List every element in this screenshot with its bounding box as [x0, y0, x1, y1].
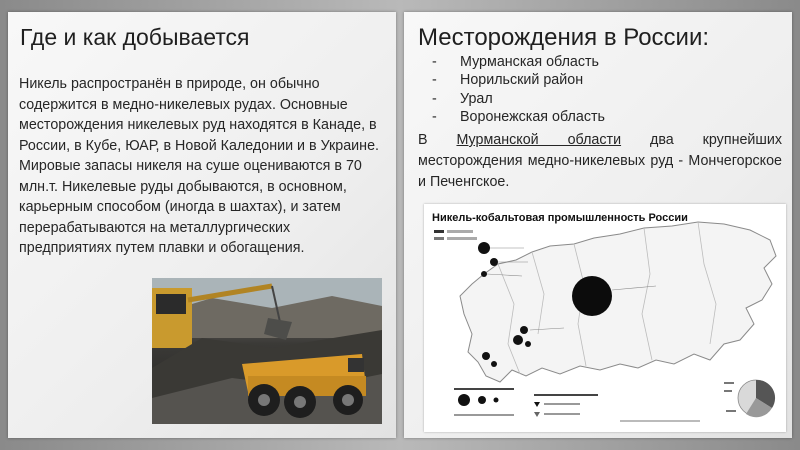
left-panel: [8, 12, 396, 438]
russia-map-illustration: [424, 204, 786, 432]
para-rest: два крупнейших месторождения медно-никелевых руд - Мончегорское и Печенгское.: [418, 132, 783, 190]
para-prefix: В: [418, 132, 457, 148]
list-dash: -: [432, 90, 437, 107]
list-item: [432, 53, 605, 71]
list-dash: -: [432, 54, 437, 70]
deposit-list: [432, 53, 605, 127]
left-title: Где и как добывается: [20, 24, 250, 50]
list-item: [432, 108, 605, 126]
deposit-item: Урал: [460, 90, 493, 107]
map-title: Никель-кобальтовая промышленность России: [432, 212, 688, 224]
mining-truck-illustration: [152, 278, 382, 424]
left-body-text: Никель распространён в природе, он обычно содержится в медно-никелевых рудах. Основные месторождения никелевых руд находятся в Канаде, в России, в Кубе, ЮАР, в Новой Каледонии и в Украине. Мировые запасы никеля на суше оцениваются в 70 млн.т. Никелевые руды добываются, в основном, карьерным способом (иногда в шахтах), и затем перерабатываются на металлургических предприятиях путем плавки и обогащения.: [19, 76, 379, 256]
list-item: [432, 71, 605, 89]
deposit-item: Воронежская область: [460, 109, 605, 126]
list-dash: -: [432, 109, 437, 126]
deposit-item: Норильский район: [460, 72, 584, 89]
mining-truck-photo: [152, 278, 382, 424]
murmansk-underlined: Мурманской области: [456, 132, 622, 148]
list-item: [432, 90, 605, 108]
russia-nickel-map: [424, 204, 786, 432]
deposit-item: Мурманская область: [460, 54, 600, 70]
deposit-paragraph: [418, 130, 782, 193]
right-panel: [404, 12, 792, 438]
list-dash: -: [432, 72, 437, 89]
right-title: Месторождения в России:: [418, 24, 710, 51]
